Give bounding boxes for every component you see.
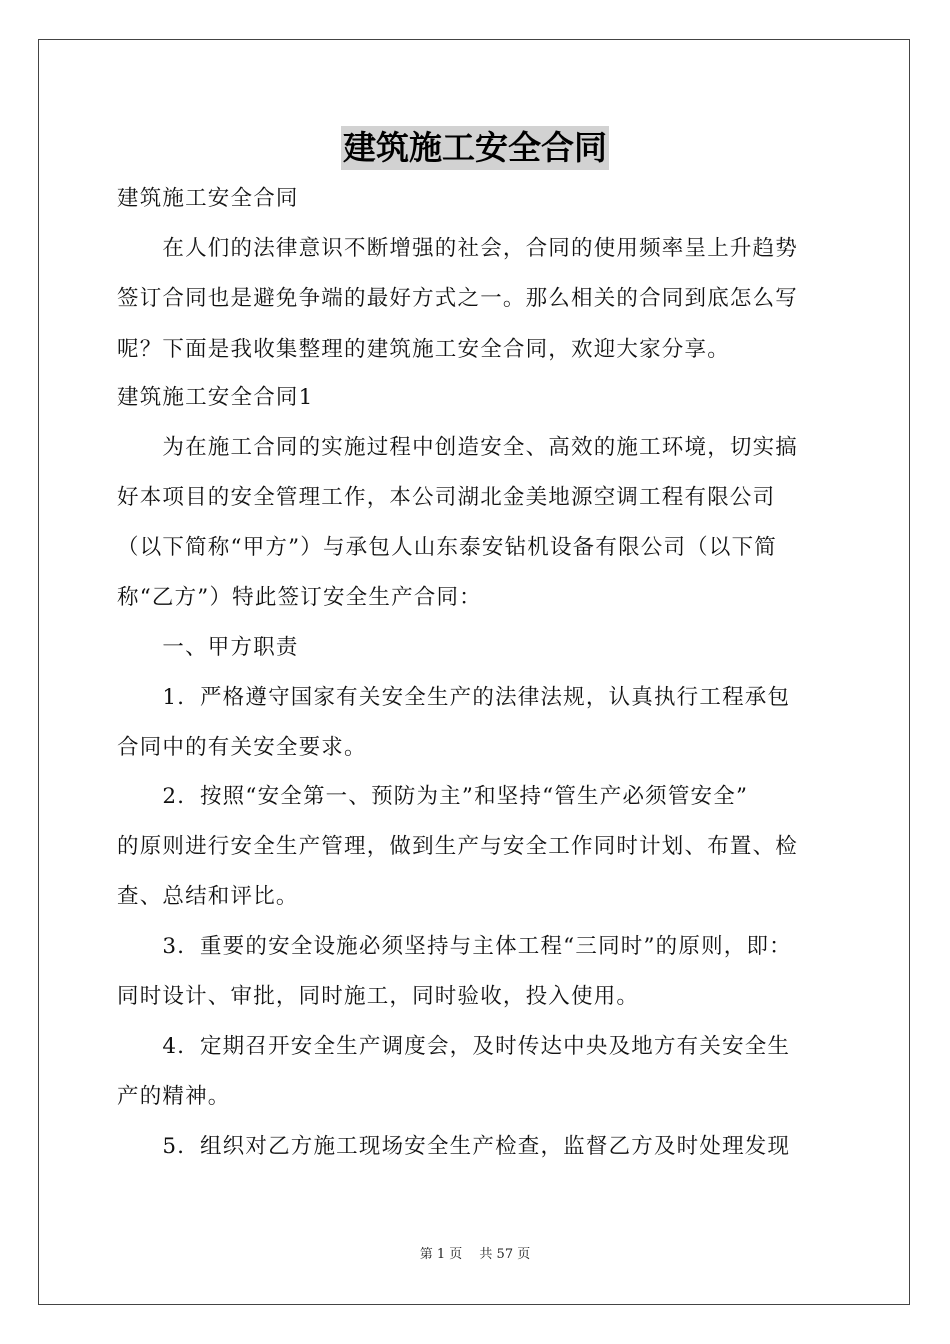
text-line: 签订合同也是避免争端的最好方式之一。那么相关的合同到底怎么写 — [117, 286, 799, 311]
text-line: 称“乙方”）特此签订安全生产合同： — [117, 585, 482, 610]
text-line: 1．严格遵守国家有关安全生产的法律法规，认真执行工程承包 — [117, 685, 791, 710]
page-number: 第 1 页 共 57 页 — [419, 1247, 531, 1262]
text-line: 5．组织对乙方施工现场安全生产检查，监督乙方及时处理发现 — [117, 1134, 791, 1159]
text-line: 的原则进行安全生产管理，做到生产与安全工作同时计划、布置、检 — [117, 834, 799, 859]
text-line: 呢？下面是我收集整理的建筑施工安全合同，欢迎大家分享。 — [117, 337, 730, 362]
text-line: 一、甲方职责 — [117, 635, 299, 660]
text-line: 在人们的法律意识不断增强的社会，合同的使用频率呈上升趋势 — [117, 236, 799, 261]
page-border — [38, 39, 910, 1305]
text-line: 为在施工合同的实施过程中创造安全、高效的施工环境，切实搞 — [117, 435, 799, 460]
text-line: （以下简称“甲方”）与承包人山东泰安钻机设备有限公司（以下简 — [117, 535, 777, 560]
text-line: 4．定期召开安全生产调度会，及时传达中央及地方有关安全生 — [117, 1034, 791, 1059]
text-line: 查、总结和评比。 — [117, 884, 299, 909]
text-line: 同时设计、审批，同时施工，同时验收，投入使用。 — [117, 984, 640, 1009]
text-line: 产的精神。 — [117, 1084, 231, 1109]
text-line: 合同中的有关安全要求。 — [117, 735, 367, 760]
document-title: 建筑施工安全合同 — [341, 126, 609, 170]
text-line: 好本项目的安全管理工作，本公司湖北金美地源空调工程有限公司 — [117, 485, 776, 510]
text-line: 建筑施工安全合同1 — [117, 385, 314, 410]
text-line: 建筑施工安全合同 — [117, 186, 299, 211]
text-line: 3．重要的安全设施必须坚持与主体工程“三同时”的原则，即： — [117, 934, 792, 959]
text-line: 2．按照“安全第一、预防为主”和坚持“管生产必须管安全” — [117, 784, 749, 809]
